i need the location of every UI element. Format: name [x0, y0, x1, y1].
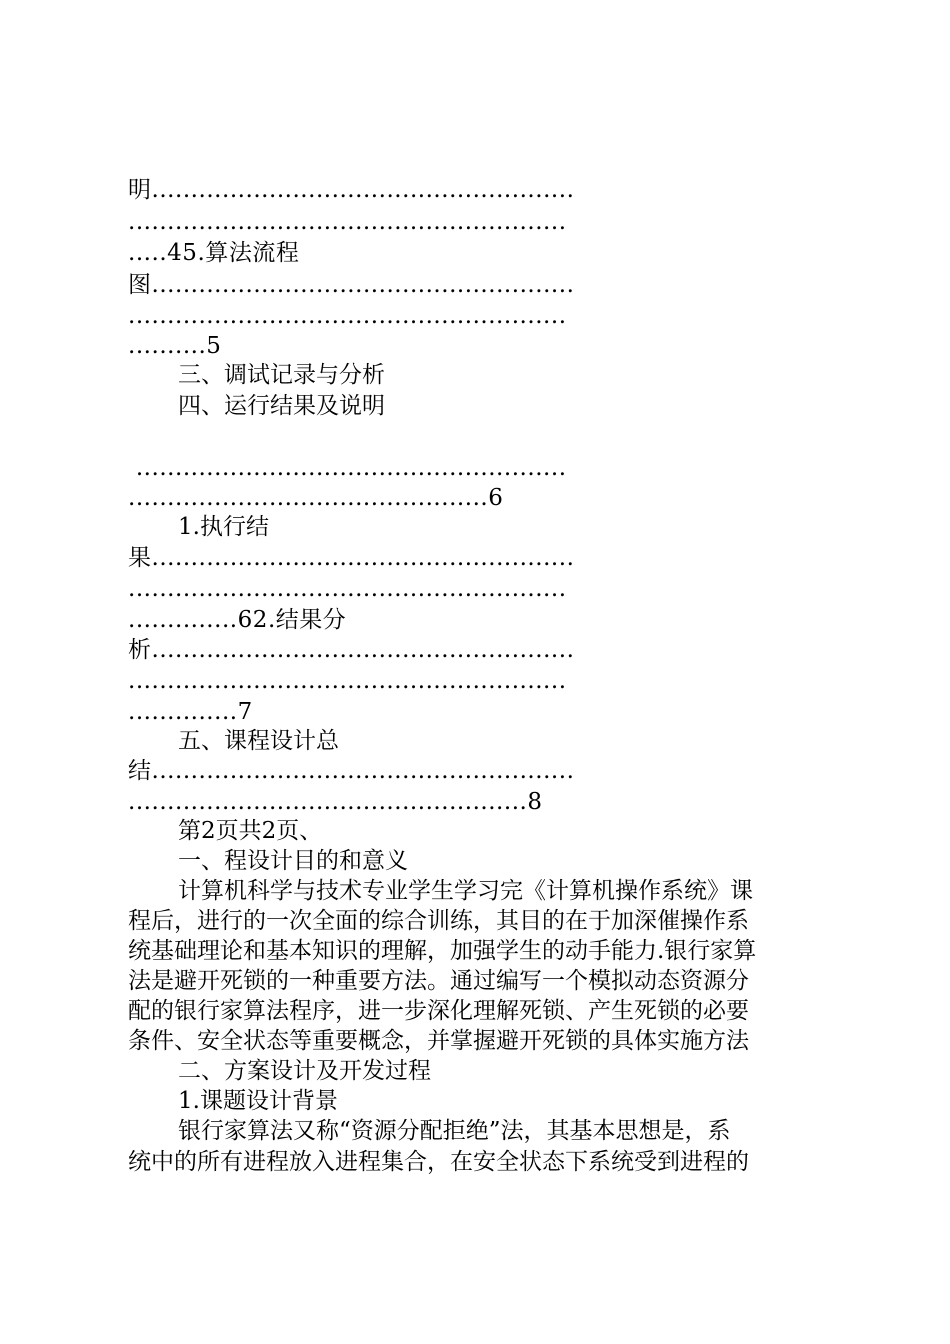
toc-line: ....................................................... — [128, 455, 567, 481]
toc-line: 结...................................................... — [128, 758, 575, 784]
body-line: 程后，进行的一次全面的综合训练，其目的在于加深催操作系 — [128, 908, 749, 934]
toc-line: ..........5 — [128, 333, 222, 359]
toc-line: 三、调试记录与分析 — [178, 362, 385, 388]
toc-line: .....45.算法流程 — [128, 240, 300, 266]
section-heading: 二、方案设计及开发过程 — [178, 1058, 431, 1084]
subsection-heading: 1.课题设计背景 — [178, 1088, 338, 1114]
toc-line: ..............62.结果分 — [128, 607, 347, 633]
toc-line: ........................................................ — [128, 209, 567, 235]
toc-line: 四、运行结果及说明 — [178, 393, 385, 419]
body-line: 配的银行家算法程序，进一步深化理解死锁、产生死锁的必要 — [128, 998, 749, 1024]
toc-line: 图...................................................... — [128, 272, 575, 298]
section-heading: 一、程设计目的和意义 — [178, 848, 408, 874]
body-line: 法是避开死锁的一种重要方法。通过编写一个模拟动态资源分 — [128, 968, 749, 994]
toc-line: 1.执行结 — [178, 514, 269, 540]
body-line: 计算机科学与技术专业学生学习完《计算机操作系统》课 — [178, 878, 753, 904]
toc-line: 明...................................................... — [128, 177, 575, 203]
toc-line: ........................................................ — [128, 668, 567, 694]
toc-line: ........................................................ — [128, 303, 567, 329]
body-line: 统基础理论和基本知识的理解，加强学生的动手能力.银行家算 — [128, 938, 757, 964]
toc-line: ........................................................ — [128, 576, 567, 602]
toc-line: 析...................................................... — [128, 637, 575, 663]
toc-line: 果...................................................... — [128, 545, 575, 571]
body-line: 统中的所有进程放入进程集合，在安全状态下系统受到进程的 — [128, 1149, 749, 1175]
toc-line: ..............................................6 — [128, 485, 504, 511]
body-line: 第2页共2页、 — [178, 818, 323, 844]
toc-line: ...................................................8 — [128, 789, 543, 815]
toc-line: 五、课程设计总 — [178, 728, 339, 754]
body-line: 条件、安全状态等重要概念，并掌握避开死锁的具体实施方法 — [128, 1028, 749, 1054]
body-line: 银行家算法又称“资源分配拒绝”法，其基本思想是，系 — [178, 1118, 731, 1144]
toc-line: ..............7 — [128, 699, 253, 725]
